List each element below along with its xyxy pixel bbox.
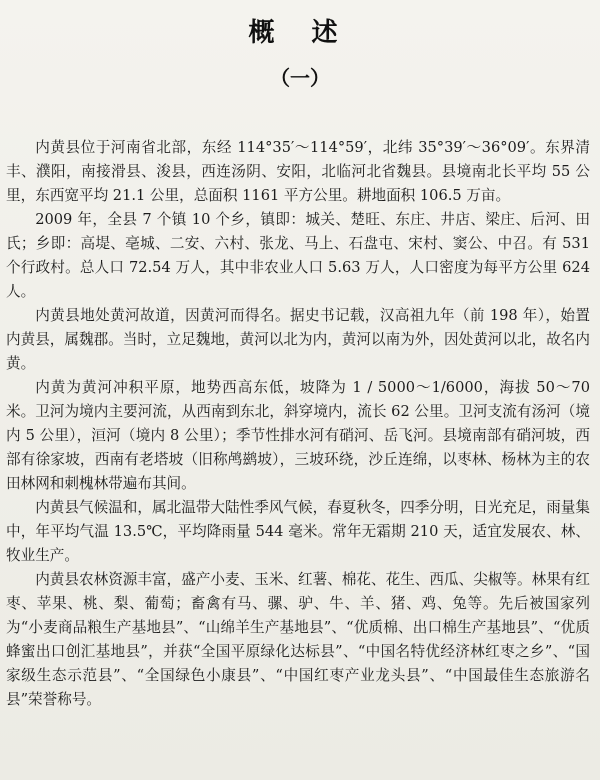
section-heading: （一） bbox=[270, 66, 330, 90]
paragraph-history: 内黄县地处黄河故道，因黄河而得名。据史书记载，汉高祖九年（前 198 年），始置内黄县，属魏郡。当时，立足魏地，黄河以北为内，黄河以南为外，因处黄河以北，故名内黄。 bbox=[6, 307, 590, 372]
paragraph-climate: 内黄县气候温和，属北温带大陆性季风气候，春夏秋冬，四季分明，日光充足，雨量集中，年平均气温 13.5℃，平均降雨量 544 毫米。常年无霜期 210 天，适宜发展农、林、牧业生产。 bbox=[6, 499, 590, 564]
paragraph-administration: 2009 年，全县 7 个镇 10 个乡，镇即：城关、楚旺、东庄、井店、梁庄、后河、田氏；乡即：高堤、亳城、二安、六村、张龙、马上、石盘屯、宋村、窦公、中召。有 531 个行政村。总人口 72.54 万人，其中非农业人口 5.63 万人，人口密度为每平方公里 624 人。 bbox=[6, 211, 590, 300]
document-body bbox=[6, 136, 590, 712]
paragraph-terrain: 内黄为黄河冲积平原，地势西高东低，坡降为 1 / 5000～1/6000，海拔 50～70 米。卫河为境内主要河流，从西南到东北，斜穿境内，流长 62 公里。卫河支流有汤河（境内 5 公里），洹河（境内 8 公里）；季节性排水河有硝河、岳飞河。县境南部有硝河坡，西部有徐家坡，西南有老塔坡（旧称鸬鹚坡），三坡环绕，沙丘连绵，以枣林、杨林为主的农田林网和刺槐林带遍布其间。 bbox=[6, 379, 590, 492]
paragraph-resources: 内黄县农林资源丰富，盛产小麦、玉米、红薯、棉花、花生、西瓜、尖椒等。林果有红枣、苹果、桃、梨、葡萄；畜禽有马、骡、驴、牛、羊、猪、鸡、兔等。先后被国家列为“小麦商品粮生产基地县”、“山绵羊生产基地县”、“优质棉、出口棉生产基地县”、“优质蜂蜜出口创汇基地县”，并获“全国平原绿化达标县”、“中国名特优经济林红枣之乡”、“国家级生态示范县”、“全国绿色小康县”、“中国红枣产业龙头县”、“中国最佳生态旅游名县”荣誉称号。 bbox=[6, 571, 590, 708]
paragraph-location: 内黄县位于河南省北部，东经 114°35′～114°59′，北纬 35°39′～36°09′。东界清丰、濮阳，南接滑县、浚县，西连汤阴、安阳，北临河北省魏县。县境南北长平均 55 公里，东西宽平均 21.1 公里，总面积 1161 平方公里。耕地面积 106.5 万亩。 bbox=[6, 139, 590, 204]
page-title: 概 述 bbox=[248, 18, 352, 48]
